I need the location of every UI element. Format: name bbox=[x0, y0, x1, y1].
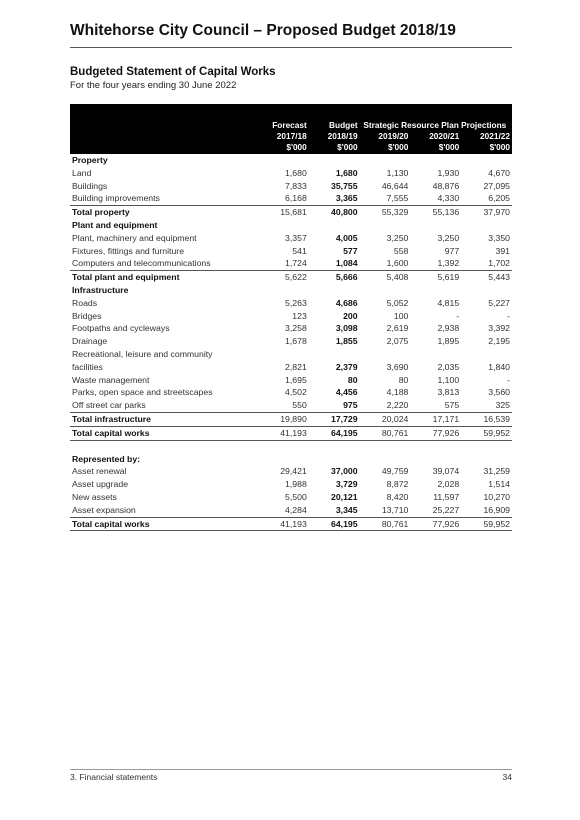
cell-2017-18: 4,502 bbox=[285, 387, 307, 398]
title-divider bbox=[70, 47, 512, 48]
cell-2017-18 bbox=[258, 154, 309, 167]
cell-2021-22: 5,227 bbox=[488, 297, 511, 308]
cell-2021-22 bbox=[461, 284, 512, 297]
total-row bbox=[70, 206, 512, 219]
cell-2017-18: 7,833 bbox=[285, 180, 307, 191]
table-row bbox=[70, 297, 512, 310]
header-year-0: 2017/18 bbox=[258, 131, 309, 142]
cell-2018-19: 1,680 bbox=[335, 167, 358, 178]
cell-2021-22: 10,270 bbox=[483, 491, 511, 502]
cell-2021-22: - bbox=[507, 310, 511, 321]
table-row bbox=[70, 399, 512, 412]
cell-2019-20: 8,872 bbox=[386, 479, 409, 490]
cell-2017-18 bbox=[258, 284, 309, 297]
cell-2018-19: 4,456 bbox=[335, 387, 358, 398]
row-label: Plant, machinery and equipment bbox=[72, 232, 197, 243]
cell-2019-20 bbox=[360, 284, 411, 297]
table-row bbox=[70, 245, 512, 258]
cell-2021-22: 4,670 bbox=[488, 167, 511, 178]
cell-2020-21: 1,895 bbox=[437, 336, 460, 347]
table-row bbox=[70, 386, 512, 399]
cell-2019-20 bbox=[360, 453, 411, 466]
table-row bbox=[70, 465, 512, 478]
cell-2018-19 bbox=[309, 453, 360, 466]
cell-2020-21: 3,250 bbox=[437, 232, 460, 243]
cell-2021-22: 59,952 bbox=[461, 517, 512, 531]
row-label: Asset expansion bbox=[72, 504, 136, 515]
cell-2020-21 bbox=[410, 219, 461, 232]
cell-2018-19: 577 bbox=[343, 245, 358, 256]
table-row bbox=[70, 232, 512, 245]
header-unit-0: $'000 bbox=[258, 142, 309, 154]
cell-2020-21: 55,136 bbox=[410, 206, 461, 219]
cell-2018-19: 35,755 bbox=[331, 180, 358, 191]
cell-2017-18 bbox=[258, 348, 309, 361]
cell-2019-20: 5,408 bbox=[360, 271, 411, 284]
cell-2018-19: 3,345 bbox=[335, 504, 358, 515]
cell-2021-22: 27,095 bbox=[483, 180, 511, 191]
row-label: Computers and telecommunications bbox=[72, 258, 211, 269]
cell-2020-21 bbox=[410, 453, 461, 466]
table-row bbox=[70, 310, 512, 323]
cell-2018-19: 37,000 bbox=[331, 466, 358, 477]
cell-2021-22: 1,702 bbox=[488, 258, 511, 269]
header-unit-4: $'000 bbox=[461, 142, 512, 154]
cell-2019-20: 13,710 bbox=[381, 504, 409, 515]
cell-2021-22: 391 bbox=[495, 245, 511, 256]
header-year-4: 2021/22 bbox=[461, 131, 512, 142]
cell-2020-21: 1,392 bbox=[437, 258, 460, 269]
header-unit-2: $'000 bbox=[360, 142, 411, 154]
cell-2021-22: 3,560 bbox=[488, 387, 511, 398]
cell-2021-22 bbox=[461, 453, 512, 466]
cell-2020-21: 5,619 bbox=[410, 271, 461, 284]
cell-2017-18: 541 bbox=[292, 245, 307, 256]
cell-2019-20: 2,075 bbox=[386, 336, 409, 347]
row-label: New assets bbox=[72, 491, 117, 502]
row-label: Recreational, leisure and community bbox=[72, 348, 213, 359]
cell-2021-22: 2,195 bbox=[488, 336, 511, 347]
cell-2020-21: 3,813 bbox=[437, 387, 460, 398]
cell-2021-22 bbox=[461, 154, 512, 167]
cell-2018-19 bbox=[309, 284, 360, 297]
cell-2019-20: 3,690 bbox=[386, 361, 409, 372]
cell-2018-19: 3,729 bbox=[335, 479, 358, 490]
header-blank bbox=[70, 131, 258, 142]
cell-2018-19: 200 bbox=[343, 310, 358, 321]
cell-2021-22: 37,970 bbox=[461, 206, 512, 219]
cell-2017-18: 15,681 bbox=[258, 206, 309, 219]
cell-2018-19: 80 bbox=[347, 374, 358, 385]
cell-2021-22: 3,350 bbox=[488, 232, 511, 243]
cell-2019-20: 1,600 bbox=[386, 258, 409, 269]
row-label: Drainage bbox=[72, 336, 108, 347]
section-header-row bbox=[70, 154, 512, 167]
cell-2020-21: 48,876 bbox=[432, 180, 460, 191]
cell-2017-18: 1,724 bbox=[285, 258, 307, 269]
cell-2021-22 bbox=[461, 348, 512, 361]
cell-2018-19: 3,365 bbox=[335, 193, 358, 204]
cell-2020-21: 77,926 bbox=[410, 426, 461, 440]
row-label: Asset upgrade bbox=[72, 479, 129, 490]
cell-2017-18: 5,622 bbox=[258, 271, 309, 284]
row-label: Infrastructure bbox=[72, 284, 129, 295]
cell-2018-19: 1,084 bbox=[335, 258, 358, 269]
cell-2021-22: 5,443 bbox=[461, 271, 512, 284]
cell-2017-18: 1,988 bbox=[285, 479, 307, 490]
page-title: Whitehorse City Council – Proposed Budget 2018/19 bbox=[70, 22, 456, 39]
row-label: Asset renewal bbox=[72, 466, 127, 477]
table-row bbox=[70, 257, 512, 270]
cell-2018-19: 20,121 bbox=[331, 491, 358, 502]
cell-2017-18: 1,678 bbox=[285, 336, 307, 347]
row-label: Building improvements bbox=[72, 193, 160, 204]
cell-2017-18 bbox=[258, 219, 309, 232]
footer-section: 3. Financial statements bbox=[70, 772, 158, 782]
cell-2019-20: 100 bbox=[393, 310, 409, 321]
row-label: Total plant and equipment bbox=[70, 271, 258, 284]
cell-2019-20: 7,555 bbox=[386, 193, 409, 204]
cell-2019-20: 5,052 bbox=[386, 297, 409, 308]
cell-2017-18: 1,680 bbox=[285, 167, 307, 178]
header-year-3: 2020/21 bbox=[410, 131, 461, 142]
header-year-1: 2018/19 bbox=[309, 131, 360, 142]
cell-2019-20 bbox=[360, 348, 411, 361]
cell-2021-22: 31,259 bbox=[483, 466, 511, 477]
cell-2019-20: 80,761 bbox=[360, 517, 411, 531]
statement-title: Budgeted Statement of Capital Works bbox=[70, 66, 276, 78]
total-row bbox=[70, 517, 512, 531]
cell-2020-21: 25,227 bbox=[432, 504, 460, 515]
cell-2018-19: 1,855 bbox=[335, 336, 358, 347]
cell-2019-20: 1,130 bbox=[386, 167, 409, 178]
capital-works-table bbox=[70, 104, 512, 531]
footer-divider bbox=[70, 769, 512, 770]
cell-2020-21: 1,930 bbox=[437, 167, 460, 178]
cell-2020-21: 77,926 bbox=[410, 517, 461, 531]
row-label: Plant and equipment bbox=[72, 219, 158, 230]
cell-2020-21: 4,330 bbox=[437, 193, 460, 204]
cell-2020-21: 2,035 bbox=[437, 361, 460, 372]
cell-2019-20: 55,329 bbox=[360, 206, 411, 219]
cell-2017-18: 19,890 bbox=[258, 412, 309, 426]
cell-2017-18: 2,821 bbox=[285, 361, 307, 372]
cell-2021-22: 3,392 bbox=[488, 323, 511, 334]
table-body bbox=[70, 154, 512, 531]
cell-2019-20: 20,024 bbox=[360, 412, 411, 426]
table-row bbox=[70, 504, 512, 517]
row-label: Total infrastructure bbox=[70, 412, 258, 426]
table-row bbox=[70, 192, 512, 205]
cell-2020-21: 11,597 bbox=[433, 491, 460, 502]
header-budget: Budget bbox=[309, 118, 360, 131]
cell-2019-20: 49,759 bbox=[381, 466, 409, 477]
cell-2019-20: 4,188 bbox=[386, 387, 409, 398]
cell-2021-22: 1,840 bbox=[488, 361, 511, 372]
cell-2020-21 bbox=[410, 154, 461, 167]
cell-2019-20 bbox=[360, 154, 411, 167]
header-year-2: 2019/20 bbox=[360, 131, 411, 142]
cell-2020-21: 977 bbox=[444, 245, 460, 256]
cell-2019-20: 80,761 bbox=[360, 426, 411, 440]
cell-2017-18: 1,695 bbox=[285, 374, 307, 385]
cell-2018-19: 40,800 bbox=[309, 206, 360, 219]
table-row bbox=[70, 167, 512, 180]
row-label: Total capital works bbox=[70, 517, 258, 531]
cell-2017-18: 29,421 bbox=[280, 466, 307, 477]
cell-2019-20: 46,644 bbox=[381, 180, 409, 191]
cell-2018-19: 4,005 bbox=[335, 232, 358, 243]
cell-2019-20: 2,220 bbox=[386, 400, 409, 411]
cell-2020-21: 575 bbox=[444, 400, 460, 411]
row-label: Parks, open space and streetscapes bbox=[72, 387, 213, 398]
total-row bbox=[70, 271, 512, 284]
table-header bbox=[70, 104, 512, 154]
cell-2017-18: 550 bbox=[292, 400, 307, 411]
row-label: Total capital works bbox=[70, 426, 258, 440]
cell-2017-18: 4,284 bbox=[285, 504, 307, 515]
spacer-row bbox=[70, 440, 512, 453]
spacer-cell bbox=[70, 440, 512, 453]
cell-2018-19: 5,666 bbox=[309, 271, 360, 284]
cell-2017-18: 5,263 bbox=[285, 297, 307, 308]
cell-2017-18: 6,168 bbox=[285, 193, 307, 204]
cell-2018-19: 64,195 bbox=[309, 517, 360, 531]
cell-2020-21 bbox=[410, 284, 461, 297]
capital-works-table-container bbox=[70, 104, 512, 531]
cell-2020-21: 17,171 bbox=[410, 412, 461, 426]
header-blank bbox=[70, 118, 258, 131]
cell-2019-20: 8,420 bbox=[386, 491, 409, 502]
cell-2021-22 bbox=[461, 219, 512, 232]
cell-2018-19: 2,379 bbox=[335, 361, 358, 372]
table-row bbox=[70, 361, 512, 374]
cell-2020-21: 4,815 bbox=[437, 297, 460, 308]
cell-2018-19: 17,729 bbox=[309, 412, 360, 426]
header-spacer bbox=[70, 104, 512, 118]
cell-2017-18: 41,193 bbox=[258, 517, 309, 531]
cell-2020-21: 1,100 bbox=[437, 374, 460, 385]
row-label: Roads bbox=[72, 297, 98, 308]
row-label: Off street car parks bbox=[72, 400, 146, 411]
row-label: Property bbox=[72, 155, 108, 165]
cell-2021-22: 6,205 bbox=[488, 193, 511, 204]
cell-2019-20: 558 bbox=[393, 245, 409, 256]
cell-2021-22: 59,952 bbox=[461, 426, 512, 440]
table-row bbox=[70, 322, 512, 335]
cell-2020-21: 2,938 bbox=[437, 323, 460, 334]
page-number: 34 bbox=[502, 772, 512, 782]
header-unit-3: $'000 bbox=[410, 142, 461, 154]
cell-2020-21 bbox=[410, 348, 461, 361]
row-label: Bridges bbox=[72, 310, 102, 321]
row-label: facilities bbox=[72, 361, 103, 372]
table-row bbox=[70, 335, 512, 348]
cell-2017-18: 41,193 bbox=[258, 426, 309, 440]
cell-2018-19 bbox=[309, 219, 360, 232]
cell-2019-20 bbox=[360, 219, 411, 232]
header-blank bbox=[70, 142, 258, 154]
row-label: Represented by: bbox=[72, 453, 141, 464]
row-label: Buildings bbox=[72, 180, 108, 191]
header-unit-1: $'000 bbox=[309, 142, 360, 154]
cell-2018-19: 3,098 bbox=[335, 323, 358, 334]
row-label: Footpaths and cycleways bbox=[72, 323, 170, 334]
section-header-row bbox=[70, 219, 512, 232]
cell-2021-22: - bbox=[507, 374, 511, 385]
cell-2018-19 bbox=[309, 154, 360, 167]
cell-2018-19: 64,195 bbox=[309, 426, 360, 440]
cell-2019-20: 80 bbox=[398, 374, 409, 385]
row-label: Land bbox=[72, 167, 92, 178]
section-header-row bbox=[70, 284, 512, 297]
cell-2021-22: 325 bbox=[495, 400, 511, 411]
cell-2018-19: 4,686 bbox=[335, 297, 358, 308]
cell-2021-22: 1,514 bbox=[488, 479, 511, 490]
cell-2017-18: 5,500 bbox=[285, 491, 307, 502]
statement-subtitle: For the four years ending 30 June 2022 bbox=[70, 80, 237, 91]
table-row bbox=[70, 348, 512, 361]
total-row bbox=[70, 412, 512, 426]
cell-2017-18: 3,258 bbox=[285, 323, 307, 334]
cell-2021-22: 16,539 bbox=[461, 412, 512, 426]
table-row bbox=[70, 374, 512, 387]
table-row bbox=[70, 180, 512, 193]
row-label: Fixtures, fittings and furniture bbox=[72, 245, 185, 256]
cell-2020-21: 2,028 bbox=[437, 479, 460, 490]
table-row bbox=[70, 491, 512, 504]
table-row bbox=[70, 478, 512, 491]
section-header-row bbox=[70, 453, 512, 466]
row-label: Total property bbox=[70, 206, 258, 219]
cell-2017-18: 123 bbox=[292, 310, 307, 321]
cell-2019-20: 3,250 bbox=[386, 232, 409, 243]
row-label: Waste management bbox=[72, 374, 150, 385]
cell-2019-20: 2,619 bbox=[386, 323, 409, 334]
cell-2017-18 bbox=[258, 453, 309, 466]
cell-2021-22: 16,909 bbox=[483, 504, 511, 515]
cell-2017-18: 3,357 bbox=[285, 232, 307, 243]
cell-2018-19 bbox=[309, 348, 360, 361]
cell-2020-21: 39,074 bbox=[432, 466, 460, 477]
cell-2018-19: 975 bbox=[343, 400, 358, 411]
total-row bbox=[70, 426, 512, 440]
header-forecast: Forecast bbox=[258, 118, 309, 131]
header-projections: Strategic Resource Plan Projections bbox=[360, 118, 512, 131]
cell-2020-21: - bbox=[456, 310, 460, 321]
